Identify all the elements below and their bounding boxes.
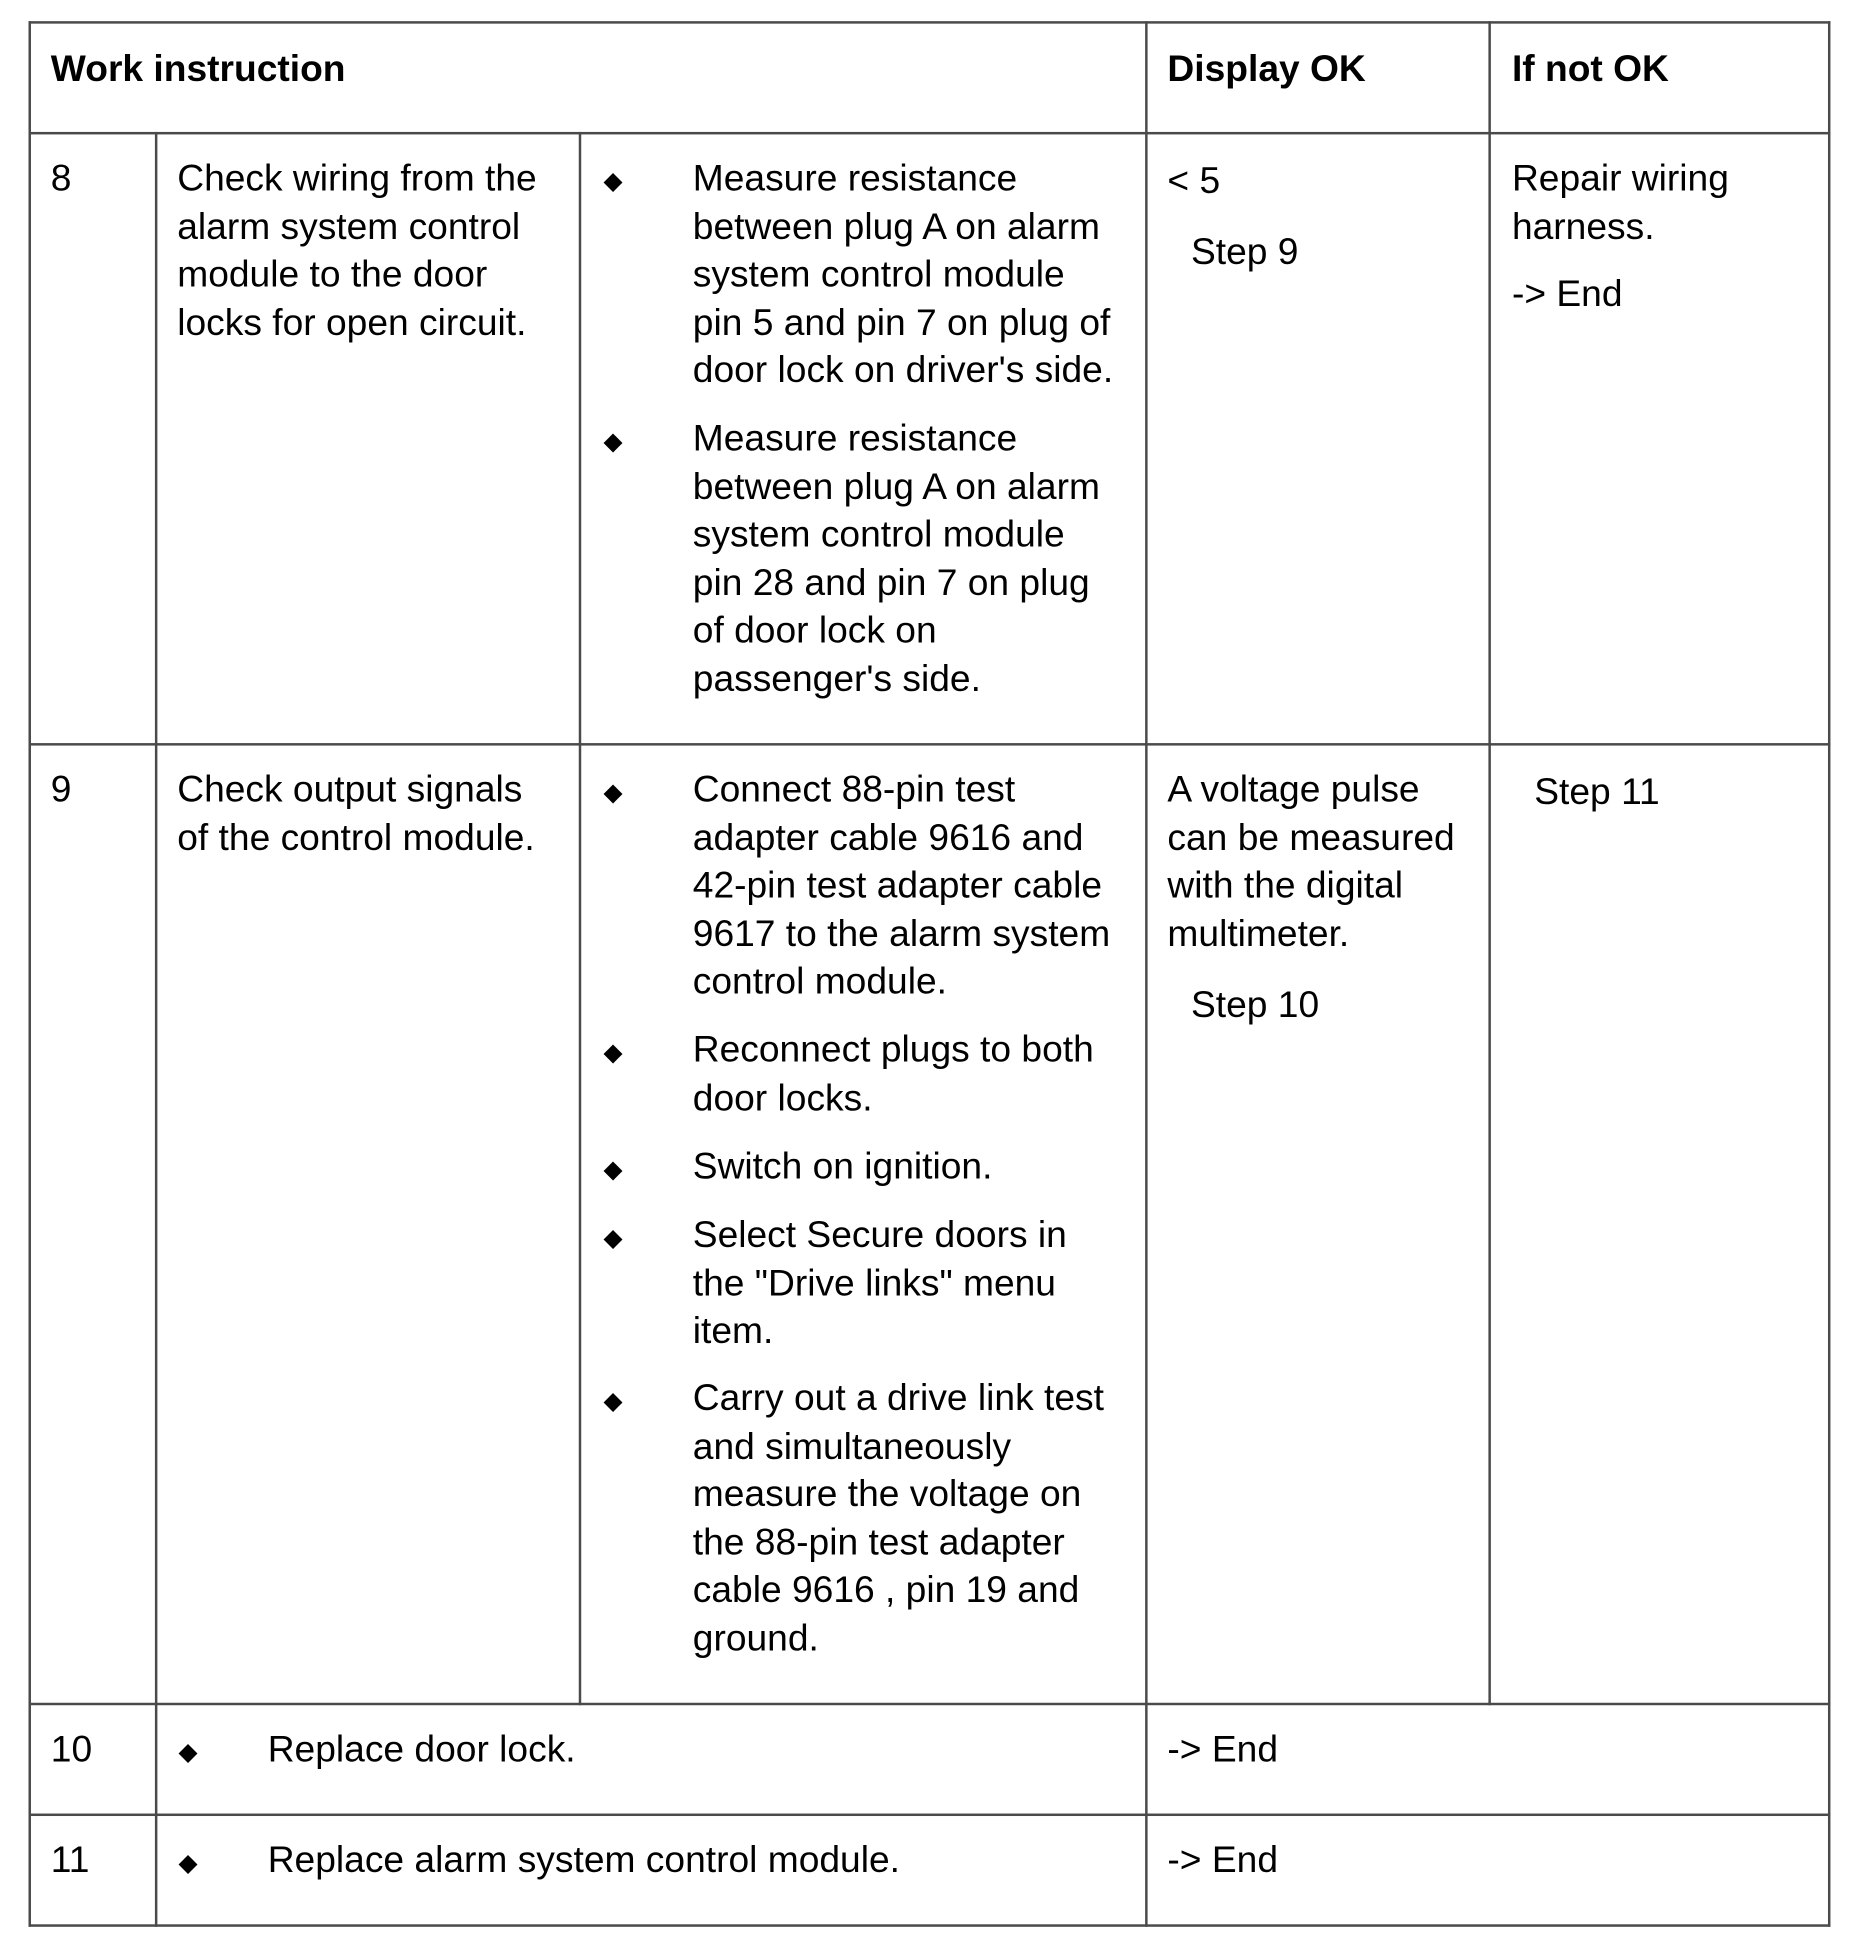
not-ok-line: Repair wiring — [1511, 158, 1729, 200]
instruction-text: Replace door lock. — [267, 1728, 576, 1770]
bullet-icon: ◆ — [603, 1224, 623, 1253]
title-line: of the control module. — [177, 817, 535, 859]
bullet-line: adapter cable 9616 and — [692, 817, 1084, 859]
row-divider-10-11 — [29, 1814, 1831, 1816]
display-ok-line: multimeter. — [1167, 912, 1350, 955]
bullet-icon: ◆ — [603, 1039, 623, 1067]
bullet-line: Measure resistance — [692, 418, 1018, 460]
bullet-line: item. — [692, 1310, 774, 1352]
bullet-line: measure the voltage on — [692, 1473, 1082, 1515]
table-border-bottom — [29, 1924, 1831, 1926]
header-divider — [29, 132, 1831, 134]
bullet-icon: ◆ — [603, 779, 623, 807]
display-ok-value: < 5 — [1167, 160, 1221, 202]
bullet-item — [693, 416, 1100, 704]
not-ok-line: harness. — [1511, 205, 1655, 248]
bullet-icon: ◆ — [603, 1387, 623, 1416]
bullet-line: 9617 to the alarm system — [692, 912, 1111, 955]
column-divider-display-ok — [1145, 21, 1147, 1927]
column-divider-step — [155, 132, 157, 1927]
row-divider-9-10 — [29, 1703, 1831, 1705]
title-line: locks for open circuit. — [177, 301, 527, 343]
bullet-line: Select Secure doors in — [692, 1214, 1067, 1256]
result-text: -> End — [1167, 1728, 1279, 1770]
bullet-line: system control module — [692, 253, 1065, 295]
bullet-line: 42-pin test adapter cable — [692, 865, 1103, 907]
bullet-icon: ◆ — [178, 1849, 198, 1878]
step-number: 9 — [50, 769, 72, 811]
bullet-item — [693, 156, 1113, 396]
row-divider-8-9 — [29, 743, 1831, 745]
display-ok-line: with the digital — [1167, 865, 1404, 907]
bullet-line: the "Drive links" menu — [692, 1262, 1056, 1304]
title-line: Check output signals — [177, 769, 523, 811]
table-border-right — [1828, 21, 1830, 1927]
bullet-line: of door lock on — [692, 609, 937, 651]
step-number: 8 — [50, 158, 72, 200]
table-border-top — [29, 21, 1831, 23]
bullet-line: the 88-pin test adapter — [692, 1521, 1065, 1563]
table-border-left — [29, 21, 31, 1927]
column-divider-not-ok — [1488, 21, 1490, 1705]
display-ok-line: can be measured — [1167, 817, 1455, 859]
bullet-line: passenger's side. — [692, 657, 981, 699]
bullet-line: ground. — [692, 1617, 819, 1659]
bullet-line: Reconnect plugs to both — [692, 1029, 1094, 1071]
bullet-item — [693, 1212, 1067, 1356]
bullet-line: control module. — [692, 960, 947, 1002]
step-number: 10 — [50, 1728, 93, 1770]
bullet-line: door lock on driver's side. — [692, 349, 1114, 391]
display-ok-value — [1167, 767, 1454, 959]
bullet-line: and simultaneously — [692, 1425, 1012, 1467]
bullet-icon: ◆ — [603, 428, 623, 456]
display-ok-next-step: Step 10 — [1190, 984, 1320, 1026]
bullet-line: Measure resistance — [692, 158, 1018, 200]
instruction-text: Replace alarm system control module. — [267, 1839, 901, 1881]
bullet-icon: ◆ — [178, 1738, 198, 1767]
bullet-line: pin 5 and pin 7 on plug of — [692, 301, 1111, 343]
result-text: -> End — [1167, 1839, 1279, 1881]
bullet-line: Carry out a drive link test — [692, 1377, 1104, 1419]
bullet-line: Switch on ignition. — [692, 1146, 993, 1188]
not-ok-action — [1512, 156, 1729, 252]
bullet-line: system control module — [692, 514, 1065, 556]
bullet-icon: ◆ — [603, 1156, 623, 1184]
bullet-item — [693, 767, 1110, 1007]
column-divider-instruction — [579, 132, 581, 1705]
step-title — [177, 156, 537, 348]
bullet-line: between plug A on alarm — [692, 205, 1100, 248]
title-line: module to the door — [177, 253, 488, 295]
bullet-icon: ◆ — [603, 168, 623, 196]
bullet-line: between plug A on alarm — [692, 466, 1100, 508]
title-line: Check wiring from the — [177, 158, 537, 200]
not-ok-next-step: -> End — [1511, 273, 1623, 315]
step-title — [177, 767, 535, 863]
display-ok-line: A voltage pulse — [1167, 769, 1420, 811]
step-number: 11 — [50, 1839, 90, 1881]
bullet-item — [693, 1027, 1094, 1123]
not-ok-next-step: Step 11 — [1534, 771, 1660, 813]
header-work-instruction: Work instruction — [50, 48, 346, 90]
bullet-line: cable 9616 , pin 19 and — [692, 1569, 1080, 1611]
bullet-item — [693, 1375, 1104, 1663]
header-if-not-ok: If not OK — [1511, 48, 1669, 90]
display-ok-next-step: Step 9 — [1190, 231, 1299, 273]
bullet-item — [693, 1144, 993, 1192]
bullet-line: door locks. — [692, 1077, 873, 1119]
bullet-line: Connect 88-pin test — [692, 769, 1016, 811]
title-line: alarm system control — [177, 205, 521, 248]
header-display-ok: Display OK — [1167, 48, 1366, 90]
bullet-line: pin 28 and pin 7 on plug — [692, 561, 1090, 604]
